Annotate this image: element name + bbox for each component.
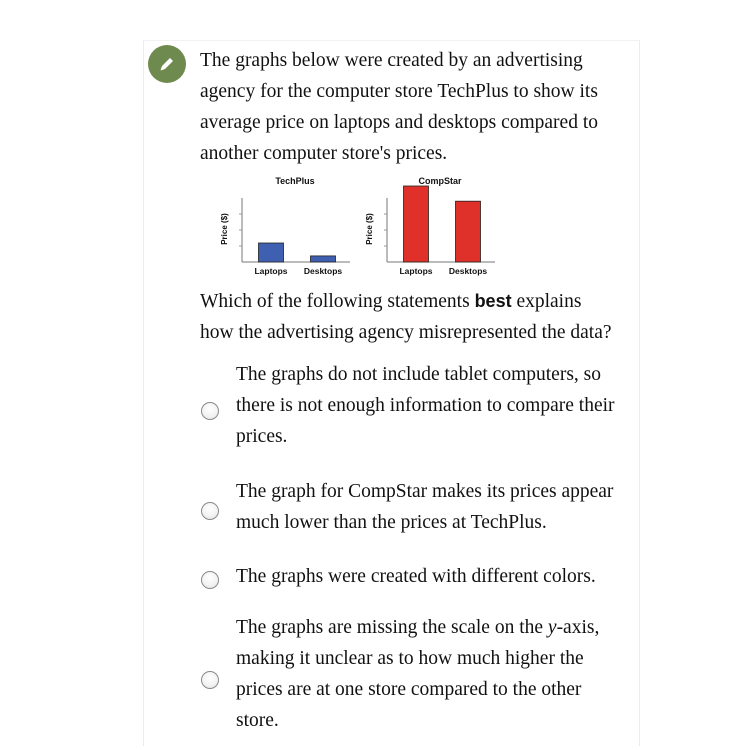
option-c-text[interactable] <box>236 561 596 592</box>
option-d-radio[interactable] <box>201 671 219 689</box>
option-line: prices. <box>236 426 288 447</box>
option-line: The graph for CompStar makes its prices appear <box>236 481 614 502</box>
option-line: The graphs are missing the scale on the y-axis, <box>236 617 600 638</box>
option-b-radio[interactable] <box>201 502 219 520</box>
y-axis-label: Price ($) <box>365 213 374 245</box>
pencil-icon <box>148 45 186 83</box>
prompt-text: Which of the following statements <box>200 291 475 312</box>
option-line: The graphs were created with different colors. <box>236 566 596 587</box>
option-line: store. <box>236 710 279 731</box>
option-line: The graphs do not include tablet computers, so <box>236 364 601 385</box>
option-a-text[interactable] <box>236 359 615 452</box>
stem-line: The graphs below were created by an advertising <box>200 50 583 71</box>
prompt-emphasis: best <box>474 291 512 311</box>
chart-title: TechPlus <box>275 176 315 186</box>
option-a-radio[interactable] <box>201 402 219 420</box>
prompt-line: how the advertising agency misrepresented the data? <box>200 322 612 343</box>
x-tick-label: Desktops <box>303 266 343 276</box>
y-axis-label: Price ($) <box>220 213 229 245</box>
option-line: there is not enough information to compare their <box>236 395 615 416</box>
option-b-text[interactable] <box>236 476 613 538</box>
bar-desktops <box>311 256 336 262</box>
bar-laptops <box>404 186 429 262</box>
option-line: making it unclear as to how much higher the <box>236 648 584 669</box>
bar-laptops <box>259 243 284 262</box>
x-tick-label: Desktops <box>448 266 488 276</box>
option-c-radio[interactable] <box>201 571 219 589</box>
option-line: much lower than the prices at TechPlus. <box>236 512 547 533</box>
question-prompt <box>200 286 612 348</box>
prompt-line <box>200 286 612 317</box>
bar-desktops <box>456 201 481 262</box>
option-d-text[interactable] <box>236 612 599 736</box>
bar-charts-svg <box>215 172 505 282</box>
stem-line: another computer store's prices. <box>200 143 448 164</box>
option-line: prices are at one store compared to the other <box>236 679 582 700</box>
bar-charts <box>215 172 505 282</box>
question-stem <box>200 45 598 169</box>
x-tick-label: Laptops <box>399 266 433 276</box>
y-variable: y <box>547 617 557 638</box>
x-tick-label: Laptops <box>254 266 288 276</box>
chart-title: CompStar <box>418 176 462 186</box>
prompt-text: explains <box>511 291 582 312</box>
stem-line: average price on laptops and desktops compared to <box>200 112 598 133</box>
stem-line: agency for the computer store TechPlus to show its <box>200 81 598 102</box>
